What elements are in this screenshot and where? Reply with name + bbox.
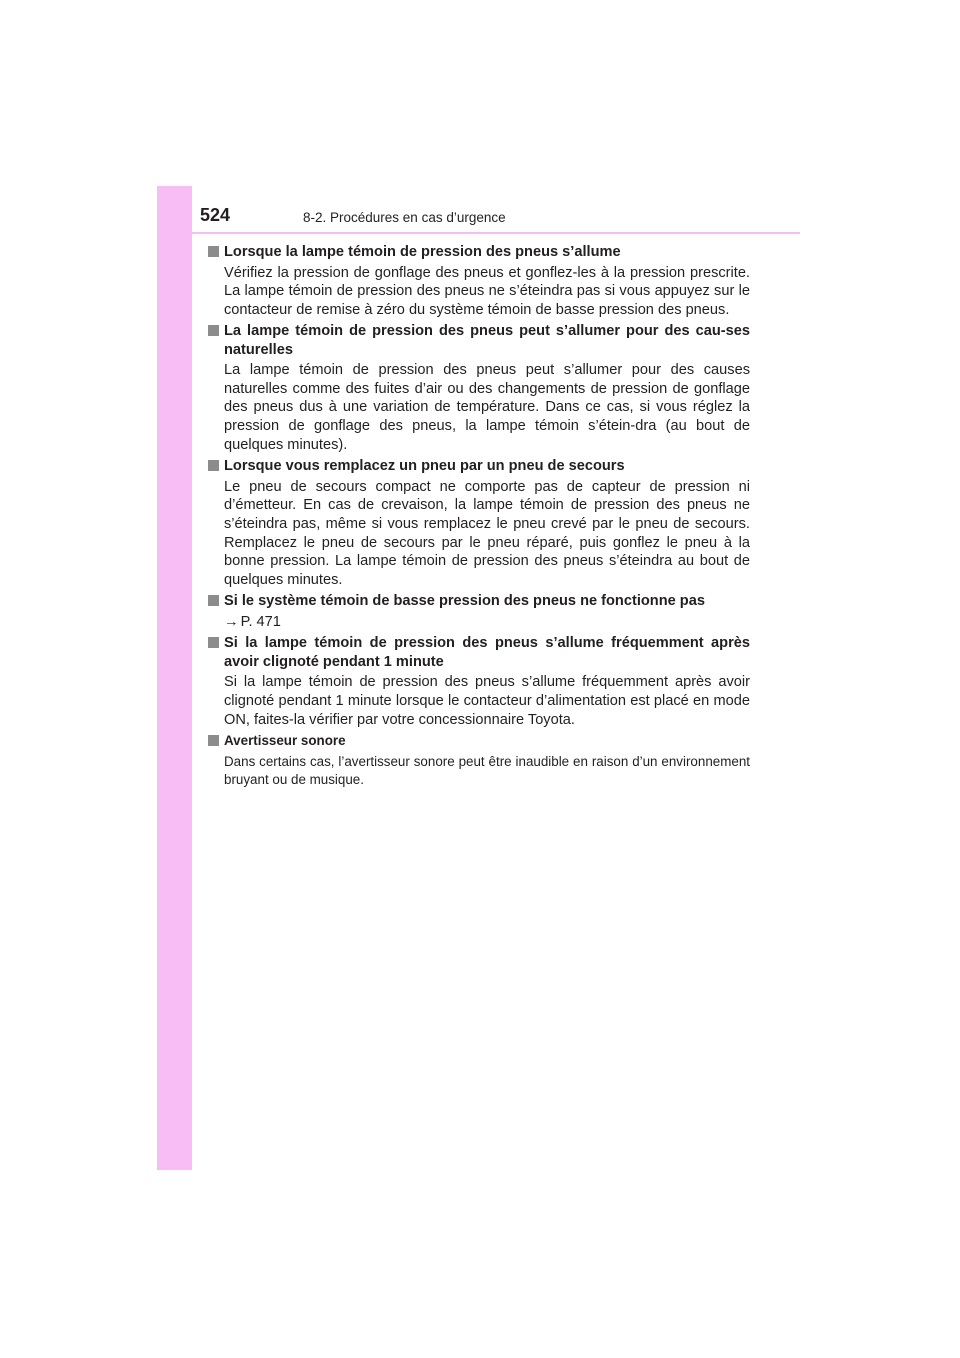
- item-body: Le pneu de secours compact ne comporte pas de capteur de pression ni d’émetteur. En cas de crevaison, la lampe témoin de pression des pneus ne s’éteindra pas, même si vous remplacez le pneu crevé par le pneu de secours. Remplacez le pneu de secours par le pneu réparé, puis gonflez le pneu à la bonne pression. La lampe témoin de pression des pneus s’éteindra au bout de quelques minutes.: [224, 478, 750, 588]
- item-heading-text: Avertisseur sonore: [224, 733, 346, 749]
- item-heading-text: Lorsque vous remplacez un pneu par un pneu de secours: [224, 458, 625, 475]
- page-reference[interactable]: [208, 611, 750, 632]
- item-heading: [208, 457, 750, 476]
- item-heading: [208, 322, 750, 359]
- square-bullet-icon: [208, 637, 219, 648]
- page-number: 524: [200, 205, 231, 225]
- section-title: 8-2. Procédures en cas d’urgence: [303, 210, 506, 225]
- item-body: La lampe témoin de pression des pneus peut s’allumer pour des causes naturelles comme des fuites d’air ou des changements de pression de gonflage des pneus dus à une variation de température. Dans ce cas, si vous réglez la pression de gonflage des pneus, la lampe témoin s’étein-dra (au bout de quelques minutes).: [224, 362, 750, 453]
- square-bullet-icon: [208, 246, 219, 257]
- item-heading-text: Lorsque la lampe témoin de pression des pneus s’allume: [224, 244, 621, 260]
- square-bullet-icon: [208, 595, 219, 606]
- item-heading: [208, 634, 750, 671]
- square-bullet-icon: [208, 460, 219, 471]
- item-heading: [208, 732, 750, 751]
- page-content: [208, 243, 750, 792]
- header-divider: [192, 232, 800, 234]
- page-header: [200, 204, 800, 228]
- page-reference-text: P. 471: [240, 613, 281, 630]
- square-bullet-icon: [208, 735, 219, 746]
- square-bullet-icon: [208, 325, 219, 336]
- list-item: [208, 634, 750, 729]
- item-body: Vérifiez la pression de gonflage des pneus et gonflez-les à la pression prescrite. La lampe témoin de pression des pneus ne s’éteindra pas si vous appuyez sur le contacteur de remise à zéro du système témoin de basse pression des pneus.: [224, 264, 750, 318]
- list-item: [208, 322, 750, 454]
- item-heading-text: Si le système témoin de basse pression des pneus ne fonctionne pas: [224, 593, 705, 610]
- list-item: [208, 732, 750, 789]
- side-thumb-band: [157, 186, 192, 1170]
- item-heading: [208, 592, 750, 611]
- item-body: Dans certains cas, l’avertisseur sonore peut être inaudible en raison d’un environnement bruyant ou de musique.: [224, 753, 750, 787]
- item-body: Si la lampe témoin de pression des pneus s’allume fréquemment après avoir clignoté pendant 1 minute lorsque le contacteur d’alimentation est placé en mode ON, faites-la vérifier par votre concessionnaire Toyota.: [224, 674, 750, 728]
- item-heading: [208, 243, 750, 262]
- item-heading-text: La lampe témoin de pression des pneus peut s’allumer pour des cau-ses naturelles: [224, 323, 750, 358]
- list-item: [208, 243, 750, 319]
- list-item: [208, 592, 750, 631]
- arrow-right-icon: →: [224, 613, 239, 630]
- list-item: [208, 457, 750, 589]
- item-heading-text: Si la lampe témoin de pression des pneus s’allume fréquemment après avoir clignoté pendant 1 minute: [224, 635, 750, 670]
